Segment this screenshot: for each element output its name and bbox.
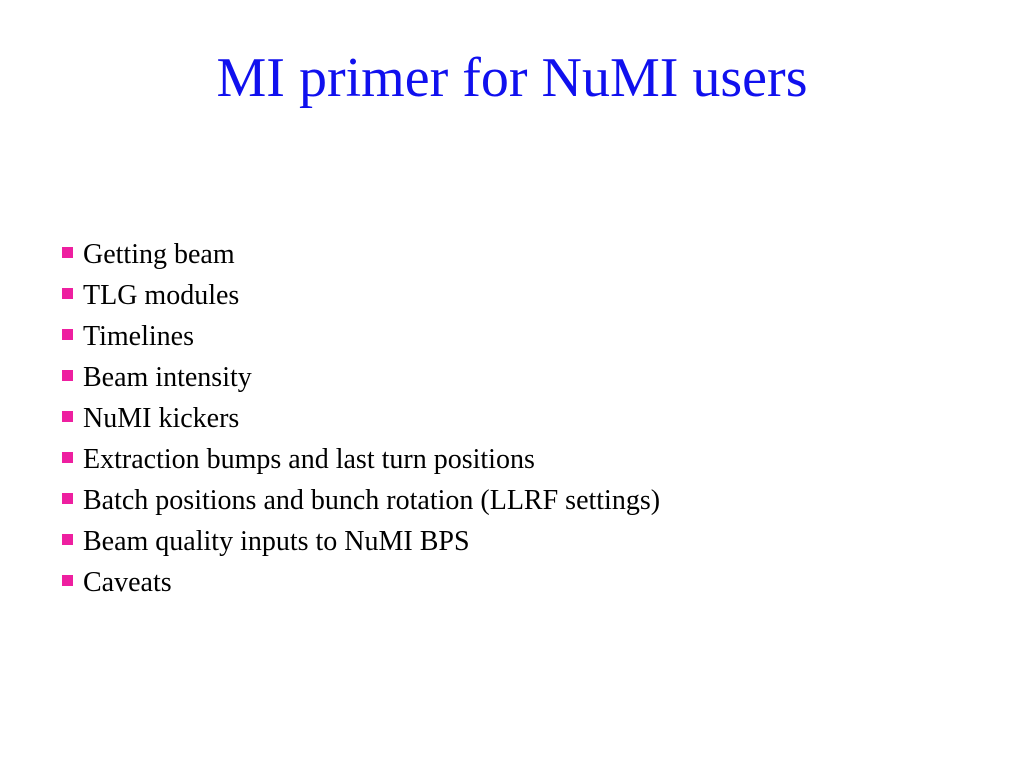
- list-item-label: Timelines: [83, 320, 194, 352]
- square-bullet-icon: [62, 370, 73, 381]
- square-bullet-icon: [62, 288, 73, 299]
- square-bullet-icon: [62, 247, 73, 258]
- list-item-label: NuMI kickers: [83, 402, 240, 434]
- list-item: [62, 562, 660, 603]
- list-item-label: Batch positions and bunch rotation (LLRF settings): [83, 484, 661, 516]
- list-item: [62, 521, 660, 562]
- list-item: [62, 316, 660, 357]
- bullet-list: [62, 234, 660, 603]
- list-item-label: Beam quality inputs to NuMI BPS: [83, 525, 470, 557]
- list-item: [62, 398, 660, 439]
- list-item-label: TLG modules: [83, 279, 240, 311]
- slide-title: MI primer for NuMI users: [216, 47, 808, 109]
- list-item-label: Beam intensity: [83, 361, 252, 393]
- list-item-label: Extraction bumps and last turn positions: [83, 443, 535, 475]
- list-item: [62, 234, 660, 275]
- list-item-label: Getting beam: [83, 238, 235, 270]
- square-bullet-icon: [62, 534, 73, 545]
- square-bullet-icon: [62, 329, 73, 340]
- list-item: [62, 275, 660, 316]
- list-item-label: Caveats: [83, 566, 172, 598]
- list-item: [62, 357, 660, 398]
- square-bullet-icon: [62, 411, 73, 422]
- list-item: [62, 439, 660, 480]
- list-item: [62, 480, 660, 521]
- square-bullet-icon: [62, 493, 73, 504]
- square-bullet-icon: [62, 452, 73, 463]
- square-bullet-icon: [62, 575, 73, 586]
